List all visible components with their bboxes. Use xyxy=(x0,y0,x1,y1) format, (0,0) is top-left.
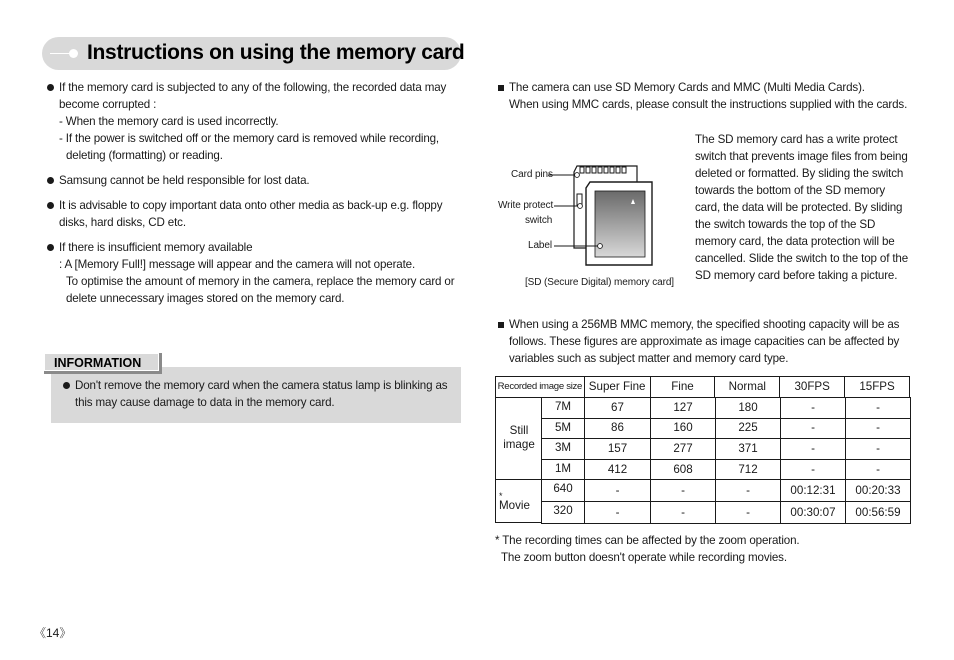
table-cell: 00:30:07 xyxy=(780,501,846,524)
table-header-cell: Fine xyxy=(650,377,715,398)
sd-text-line-8: cancelled. Slide the switch to the top of the xyxy=(695,252,909,265)
table-cell: - xyxy=(845,459,911,481)
sd-text-line-4: towards the bottom of the SD memory xyxy=(695,184,885,197)
information-line-1: Don't remove the memory card when the camera status lamp is blinking as xyxy=(75,379,448,392)
table-header-cell: Recorded image size xyxy=(496,377,585,398)
table-cell: - xyxy=(650,479,716,502)
table-header-row xyxy=(496,377,910,398)
table-cell: - xyxy=(584,501,651,524)
right-bullet-2-line-3: variables such as subject matter and memory card type. xyxy=(509,352,789,365)
table-header-cell: Normal xyxy=(715,377,780,398)
square-bullet-icon xyxy=(498,322,504,328)
bullet-1-line-5: deleting (formatting) or reading. xyxy=(66,149,223,162)
table-size-cell: 5M xyxy=(541,418,585,440)
page-number: 《14》 xyxy=(34,626,72,640)
table-size-cell: 1M xyxy=(541,459,585,481)
table-cell: - xyxy=(845,418,911,440)
sd-text-line-1: The SD memory card has a write protect xyxy=(695,133,898,146)
table-size-cell: 320 xyxy=(541,501,585,524)
right-bullet-1-line-1: The camera can use SD Memory Cards and MMC (Multi Media Cards). xyxy=(509,81,865,94)
bullet-4-line-3: To optimise the amount of memory in the camera, replace the memory card or xyxy=(66,275,455,288)
image-label: image xyxy=(503,438,535,452)
table-size-cell: 7M xyxy=(541,397,585,419)
table-cell: - xyxy=(650,501,716,524)
table-cell: - xyxy=(715,479,781,502)
table-cell: - xyxy=(780,438,846,460)
table-cell: 86 xyxy=(584,418,651,440)
right-bullet-2-line-2: follows. These figures are approximate as image capacities can be affected by xyxy=(509,335,900,348)
footnote-line-2: The zoom button doesn't operate while recording movies. xyxy=(501,551,787,564)
table-cell: 225 xyxy=(715,418,781,440)
bullet-1-line-1: If the memory card is subjected to any of the following, the recorded data may xyxy=(59,81,447,94)
table-cell: 412 xyxy=(584,459,651,481)
bullet-3-line-2: disks, hard disks, CD etc. xyxy=(59,216,186,229)
table-cell: 180 xyxy=(715,397,781,419)
information-line-2: this may cause damage to data in the memory card. xyxy=(75,396,335,409)
still-image-group-cell xyxy=(495,397,542,480)
write-protect-label-1: Write protect xyxy=(498,200,554,211)
bullet-icon xyxy=(47,84,54,91)
table-cell: - xyxy=(780,418,846,440)
movie-group-cell xyxy=(495,479,542,523)
table-cell: - xyxy=(584,479,651,502)
bullet-icon xyxy=(47,177,54,184)
bullet-icon xyxy=(63,382,70,389)
table-size-cell: 640 xyxy=(541,479,585,502)
sd-text-line-3: deleted or formatted. By sliding the switch xyxy=(695,167,904,180)
bullet-3-line-1: It is advisable to copy important data onto other media as back-up e.g. floppy xyxy=(59,199,443,212)
table-header-cell: Super Fine xyxy=(584,377,650,398)
footnote-line-1: * The recording times can be affected by the zoom operation. xyxy=(495,534,800,547)
table-cell: 712 xyxy=(715,459,781,481)
bullet-4-line-2: : A [Memory Full!] message will appear and the camera will not operate. xyxy=(59,258,416,271)
bullet-icon xyxy=(47,202,54,209)
bullet-1-line-3: - When the memory card is used incorrectly. xyxy=(59,115,279,128)
table-cell: 371 xyxy=(715,438,781,460)
card-pins-label: Card pins xyxy=(511,169,553,180)
information-label: INFORMATION xyxy=(54,356,142,370)
bullet-4-line-1: If there is insufficient memory available xyxy=(59,241,253,254)
table-cell: - xyxy=(845,397,911,419)
movie-label: Movie xyxy=(499,498,530,512)
table-cell: - xyxy=(845,438,911,460)
table-cell: 157 xyxy=(584,438,651,460)
table-size-cell: 3M xyxy=(541,438,585,460)
table-cell: - xyxy=(715,501,781,524)
table-cell: 608 xyxy=(650,459,716,481)
sd-text-line-7: memory card, the data protection will be xyxy=(695,235,895,248)
title-decoration-dot xyxy=(69,49,78,58)
table-header-cell: 30FPS xyxy=(780,377,845,398)
bullet-4-line-4: delete unnecessary images stored on the memory card. xyxy=(66,292,345,305)
table-cell: 160 xyxy=(650,418,716,440)
table-header-cell: 15FPS xyxy=(845,377,910,398)
bullet-icon xyxy=(47,244,54,251)
table-cell: 127 xyxy=(650,397,716,419)
table-cell: - xyxy=(780,459,846,481)
page-title: Instructions on using the memory card xyxy=(87,41,465,64)
table-cell: - xyxy=(780,397,846,419)
bullet-1-line-4: - If the power is switched off or the memory card is removed while recording, xyxy=(59,132,440,145)
sd-text-line-6: the switch towards the top of the SD xyxy=(695,218,876,231)
sd-card-caption: [SD (Secure Digital) memory card] xyxy=(525,277,674,288)
sd-text-line-5: card, the data will be protected. By sliding xyxy=(695,201,903,214)
still-label: Still xyxy=(509,424,529,438)
table-cell: 00:56:59 xyxy=(845,501,911,524)
sd-text-line-9: SD memory card before taking a picture. xyxy=(695,269,898,282)
table-cell: 67 xyxy=(584,397,651,419)
sd-text-line-2: switch that prevents image files from being xyxy=(695,150,908,163)
table-cell: 00:12:31 xyxy=(780,479,846,502)
write-protect-label-2: switch xyxy=(525,215,553,226)
table-cell: 277 xyxy=(650,438,716,460)
capacity-table xyxy=(495,376,910,398)
label-caption: Label xyxy=(528,240,552,251)
right-bullet-1-line-2: When using MMC cards, please consult the instructions supplied with the cards. xyxy=(509,98,908,111)
movie-asterisk: * xyxy=(499,490,503,501)
table-cell: 00:20:33 xyxy=(845,479,911,502)
right-bullet-2-line-1: When using a 256MB MMC memory, the specified shooting capacity will be as xyxy=(509,318,900,331)
bullet-2-line-1: Samsung cannot be held responsible for lost data. xyxy=(59,174,310,187)
bullet-1-line-2: become corrupted : xyxy=(59,98,157,111)
square-bullet-icon xyxy=(498,85,504,91)
